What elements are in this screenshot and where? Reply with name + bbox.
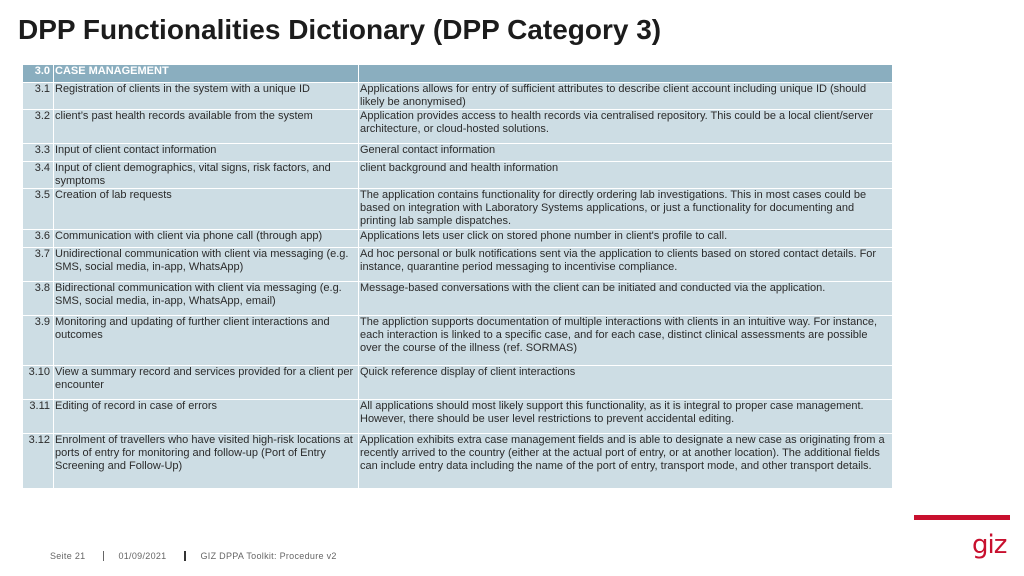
header-label: CASE MANAGEMENT: [54, 65, 359, 83]
row-number: 3.6: [23, 230, 54, 248]
row-description: Application exhibits extra case management fields and is able to designate a new case as originating from a recently arrived to the country (either at the actual port of entry, or at another location). The additional fields can include entry data including the name of the port of entry, transport mode, and other transport details.: [359, 434, 893, 489]
row-label: Creation of lab requests: [54, 189, 359, 230]
brand-accent-bar: [914, 515, 1010, 520]
row-number: 3.12: [23, 434, 54, 489]
row-label: Input of client demographics, vital signs, risk factors, and symptoms: [54, 162, 359, 189]
row-number: 3.9: [23, 316, 54, 366]
row-number: 3.3: [23, 144, 54, 162]
row-description: Applications allows for entry of sufficient attributes to describe client account including unique ID (should likely be anonymised): [359, 83, 893, 110]
row-number: 3.7: [23, 248, 54, 282]
row-description: General contact information: [359, 144, 893, 162]
row-number: 3.11: [23, 400, 54, 434]
row-description: Message-based conversations with the client can be initiated and conducted via the application.: [359, 282, 893, 316]
footer-divider: [103, 551, 104, 561]
table-row: [23, 434, 893, 489]
header-number: 3.0: [23, 65, 54, 83]
row-label: Enrolment of travellers who have visited high-risk locations at ports of entry for monitoring and follow-up (Port of Entry Screening and Follow-Up): [54, 434, 359, 489]
row-label: Communication with client via phone call (through app): [54, 230, 359, 248]
slide-footer: [50, 551, 337, 561]
functionalities-table: [22, 64, 893, 489]
row-description: Application provides access to health records via centralised repository. This could be a local client/server architecture, or cloud-hosted solutions.: [359, 110, 893, 144]
table-row: [23, 282, 893, 316]
row-description: Ad hoc personal or bulk notifications sent via the application to clients based on stored contact details. For instance, quarantine period messaging to incentivise compliance.: [359, 248, 893, 282]
table-row: [23, 189, 893, 230]
row-description: All applications should most likely support this functionality, as it is integral to proper case management. However, there should be user level restrictions to prevent accidental editing.: [359, 400, 893, 434]
row-label: Registration of clients in the system with a unique ID: [54, 83, 359, 110]
row-description: The appliction supports documentation of multiple interactions with clients in an intuitive way. For instance, each interaction is linked to a specific case, and for each case, distinct clinical assessments are possible over the course of the illness (ref. SORMAS): [359, 316, 893, 366]
page-number: Seite 21: [50, 551, 86, 561]
table-row: [23, 316, 893, 366]
row-label: Unidirectional communication with client via messaging (e.g. SMS, social media, in-app, WhatsApp): [54, 248, 359, 282]
table-row: [23, 230, 893, 248]
footer-source: GIZ DPPA Toolkit: Procedure v2: [200, 551, 337, 561]
page-title: DPP Functionalities Dictionary (DPP Category 3): [18, 14, 662, 45]
table-row: [23, 110, 893, 144]
table-row: [23, 83, 893, 110]
row-label: Bidirectional communication with client via messaging (e.g. SMS, social media, in-app, WhatsApp, email): [54, 282, 359, 316]
row-number: 3.5: [23, 189, 54, 230]
row-number: 3.2: [23, 110, 54, 144]
row-description: Applications lets user click on stored phone number in client's profile to call.: [359, 230, 893, 248]
row-number: 3.8: [23, 282, 54, 316]
row-description: Quick reference display of client interactions: [359, 366, 893, 400]
table-row: [23, 144, 893, 162]
table-row: [23, 162, 893, 189]
table-row: [23, 400, 893, 434]
row-description: client background and health information: [359, 162, 893, 189]
footer-divider: [184, 551, 186, 561]
table-row: [23, 366, 893, 400]
row-label: View a summary record and services provided for a client per encounter: [54, 366, 359, 400]
giz-logo: giz: [972, 530, 1007, 560]
header-description: [359, 65, 893, 83]
table-row: [23, 248, 893, 282]
row-number: 3.1: [23, 83, 54, 110]
row-label: Input of client contact information: [54, 144, 359, 162]
row-description: The application contains functionality for directly ordering lab investigations. This in most cases could be based on integration with Laboratory Systems applications, or just a functionality for documenting and printing lab sample dispatches.: [359, 189, 893, 230]
row-label: client’s past health records available from the system: [54, 110, 359, 144]
row-number: 3.10: [23, 366, 54, 400]
row-number: 3.4: [23, 162, 54, 189]
footer-date: 01/09/2021: [118, 551, 167, 561]
table-header-row: [23, 65, 893, 83]
row-label: Editing of record in case of errors: [54, 400, 359, 434]
row-label: Monitoring and updating of further client interactions and outcomes: [54, 316, 359, 366]
